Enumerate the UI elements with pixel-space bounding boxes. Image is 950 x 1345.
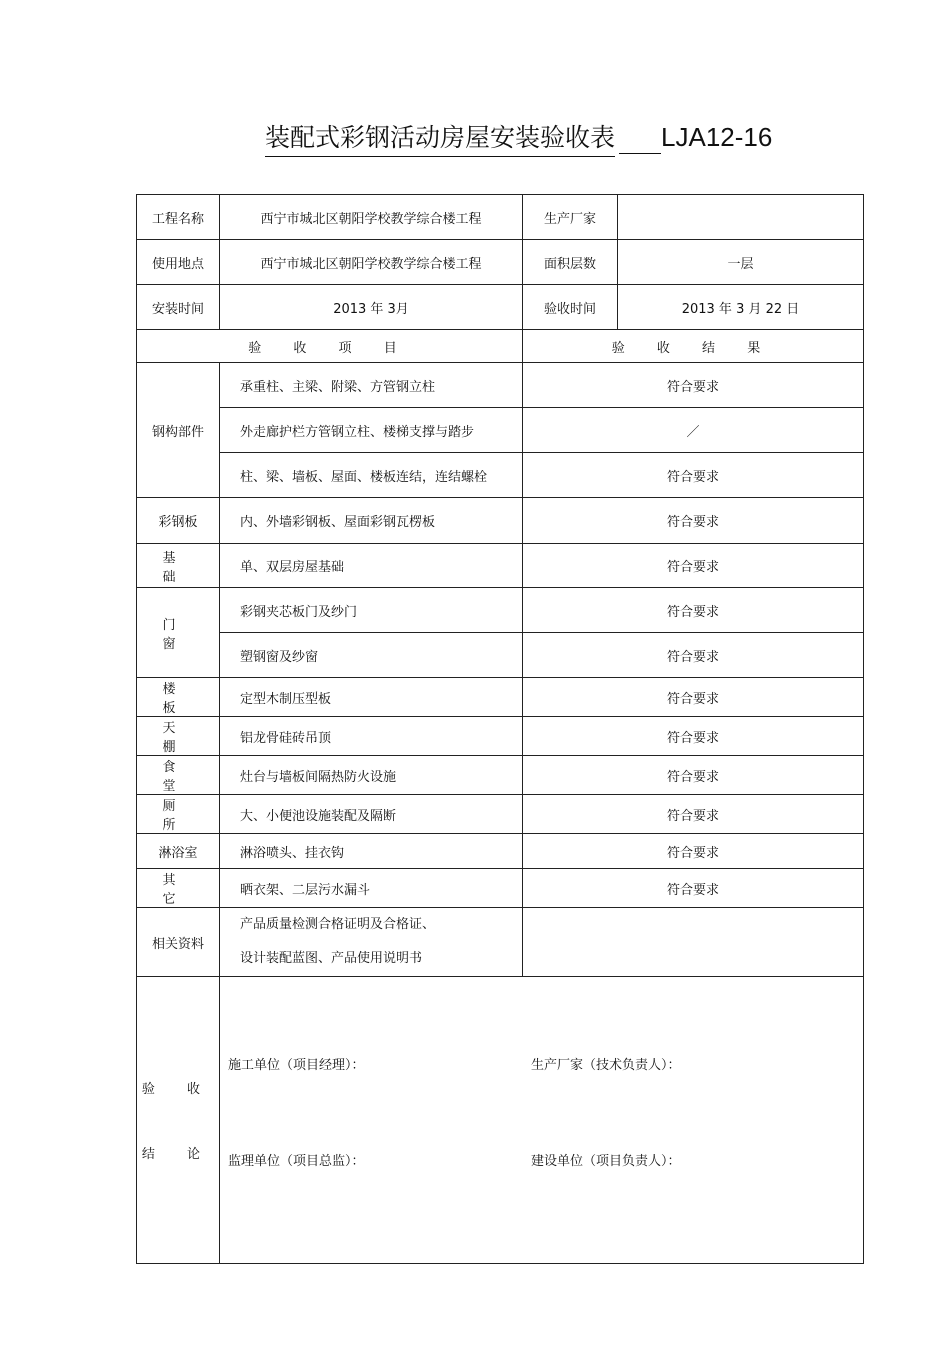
- item-cell: 单、双层房屋基础: [220, 544, 523, 588]
- table-row: [137, 544, 864, 588]
- items-column-header: 验 收 项 目: [137, 330, 523, 363]
- result-cell: 符合要求: [523, 717, 864, 756]
- result-cell: 符合要求: [523, 633, 864, 678]
- header-row-time: [137, 285, 864, 330]
- category-steel: 钢构部件: [137, 363, 220, 498]
- docs-cell: [220, 908, 523, 977]
- item-cell: 大、小便池设施装配及隔断: [220, 795, 523, 834]
- category-color-steel: 彩钢板: [137, 498, 220, 544]
- project-name-value: 西宁市城北区朝阳学校教学综合楼工程: [220, 195, 523, 240]
- conclusion-label: [137, 977, 220, 1264]
- item-cell: 内、外墙彩钢板、屋面彩钢瓦楞板: [220, 498, 523, 544]
- conclusion-row: [137, 977, 864, 1264]
- category-canteen: 食 堂: [137, 756, 220, 795]
- area-floors-label: 面积层数: [523, 240, 618, 285]
- item-cell: 晒衣架、二层污水漏斗: [220, 869, 523, 908]
- document-code: LJA12-16: [661, 122, 773, 152]
- table-row: [137, 453, 864, 498]
- table-row: [137, 908, 864, 977]
- table-row: [137, 869, 864, 908]
- location-label: 使用地点: [137, 240, 220, 285]
- supervision-unit-sign: 监理单位（项目总监）：: [228, 1154, 365, 1169]
- header-row-location: [137, 240, 864, 285]
- result-cell: 符合要求: [523, 498, 864, 544]
- result-cell: 符合要求: [523, 756, 864, 795]
- docs-result-cell: [523, 908, 864, 977]
- results-column-header: 验 收 结 果: [523, 330, 864, 363]
- manufacturer-value: [618, 195, 864, 240]
- item-cell: 承重柱、主梁、附梁、方管钢立柱: [220, 363, 523, 408]
- table-row: [137, 795, 864, 834]
- result-cell: 符合要求: [523, 588, 864, 633]
- install-time-label: 安装时间: [137, 285, 220, 330]
- category-doors: 门 窗: [137, 588, 220, 678]
- conclusion-signatures: [220, 977, 864, 1264]
- accept-time-label: 验收时间: [523, 285, 618, 330]
- result-cell: 符合要求: [523, 453, 864, 498]
- result-cell: 符合要求: [523, 544, 864, 588]
- construction-unit-sign: 施工单位（项目经理）：: [228, 1058, 365, 1073]
- result-cell: ／: [523, 408, 864, 453]
- item-cell: 淋浴喷头、挂衣钩: [220, 834, 523, 869]
- result-cell: 符合要求: [523, 834, 864, 869]
- item-cell: 彩钢夹芯板门及纱门: [220, 588, 523, 633]
- table-row: [137, 756, 864, 795]
- project-name-label: 工程名称: [137, 195, 220, 240]
- category-toilet: 厕 所: [137, 795, 220, 834]
- table-row: [137, 633, 864, 678]
- table-row: [137, 363, 864, 408]
- accept-time-value: 2013 年 3 月 22 日: [618, 285, 864, 330]
- conclusion-label-top: 验 收: [141, 1082, 215, 1097]
- location-value: 西宁市城北区朝阳学校教学综合楼工程: [220, 240, 523, 285]
- category-docs: 相关资料: [137, 908, 220, 977]
- item-cell: 铝龙骨硅砖吊顶: [220, 717, 523, 756]
- owner-unit-sign: 建设单位（项目负责人）：: [531, 1154, 681, 1169]
- table-row: [137, 408, 864, 453]
- category-other: 其 它: [137, 869, 220, 908]
- result-cell: 符合要求: [523, 795, 864, 834]
- table-row: [137, 588, 864, 633]
- title-underline: [619, 125, 661, 154]
- item-cell: 塑钢窗及纱窗: [220, 633, 523, 678]
- table-row: [137, 834, 864, 869]
- table-row: [137, 678, 864, 717]
- table-row: [137, 498, 864, 544]
- item-cell: 灶台与墙板间隔热防火设施: [220, 756, 523, 795]
- category-shower: 淋浴室: [137, 834, 220, 869]
- docs-line-1: 产品质量检测合格证明及合格证、: [240, 917, 436, 932]
- item-cell: 柱、梁、墙板、屋面、楼板连结，连结螺栓: [220, 453, 523, 498]
- result-cell: 符合要求: [523, 363, 864, 408]
- manufacturer-sign: 生产厂家（技术负责人）：: [531, 1058, 681, 1073]
- acceptance-table: [136, 194, 864, 1264]
- category-foundation: 基 础: [137, 544, 220, 588]
- conclusion-label-bottom: 结 论: [141, 1147, 215, 1162]
- table-row: [137, 717, 864, 756]
- item-cell: 定型木制压型板: [220, 678, 523, 717]
- category-floor: 楼 板: [137, 678, 220, 717]
- document-title-area: [265, 118, 772, 158]
- category-ceiling: 天 棚: [137, 717, 220, 756]
- manufacturer-label: 生产厂家: [523, 195, 618, 240]
- column-header-row: [137, 330, 864, 363]
- result-cell: 符合要求: [523, 869, 864, 908]
- header-row-project: [137, 195, 864, 240]
- result-cell: 符合要求: [523, 678, 864, 717]
- item-cell: 外走廊护栏方管钢立柱、楼梯支撑与踏步: [220, 408, 523, 453]
- install-time-value: 2013 年 3月: [220, 285, 523, 330]
- document-title: 装配式彩钢活动房屋安装验收表: [265, 123, 615, 157]
- docs-line-2: 设计装配蓝图、产品使用说明书: [240, 951, 423, 966]
- area-floors-value: 一层: [618, 240, 864, 285]
